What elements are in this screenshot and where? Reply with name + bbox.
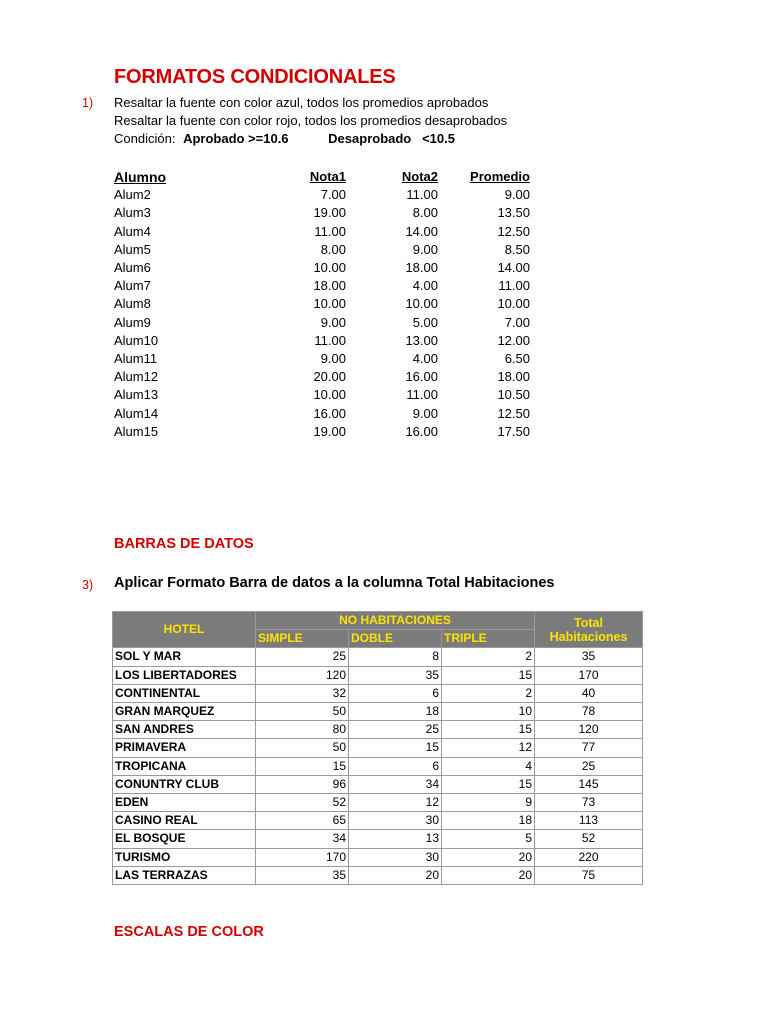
section-3-number: 3)	[82, 578, 94, 592]
simple-cell: 65	[256, 812, 349, 830]
nota1-cell: 9.00	[320, 314, 346, 330]
simple-cell: 34	[256, 830, 349, 848]
simple-cell: 25	[256, 648, 349, 666]
nota1-cell: 10.00	[313, 387, 346, 403]
header-nota2: Nota2	[401, 169, 438, 184]
student-name: Alum4	[114, 223, 151, 239]
header-doble: DOBLE	[349, 630, 442, 648]
triple-cell: 2	[442, 684, 535, 702]
promedio-cell: 14.00	[497, 260, 530, 276]
student-name: Alum8	[114, 296, 151, 312]
header-nota1: Nota1	[309, 169, 346, 184]
triple-cell: 9	[442, 794, 535, 812]
total-cell: 52	[535, 830, 643, 848]
nota1-cell: 19.00	[313, 423, 346, 439]
total-cell: 77	[535, 739, 643, 757]
simple-cell: 80	[256, 721, 349, 739]
hotel-name: CONTINENTAL	[113, 684, 256, 702]
simple-cell: 32	[256, 684, 349, 702]
doble-cell: 8	[349, 648, 442, 666]
hotel-name: GRAN MARQUEZ	[113, 703, 256, 721]
nota1-cell: 20.00	[313, 369, 346, 385]
total-cell: 78	[535, 703, 643, 721]
table-row	[114, 405, 530, 423]
grades-header-row	[114, 168, 530, 186]
promedio-cell: 17.50	[497, 423, 530, 439]
doble-cell: 35	[349, 666, 442, 684]
header-no-habitaciones: NO HABITACIONES	[256, 612, 535, 630]
doble-cell: 6	[349, 684, 442, 702]
promedio-cell: 12.00	[497, 332, 530, 348]
approved-condition: Aprobado >=10.6	[183, 131, 289, 146]
nota1-cell: 19.00	[313, 205, 346, 221]
student-name: Alum3	[114, 205, 151, 221]
doble-cell: 6	[349, 757, 442, 775]
section-1-number: 1)	[82, 96, 94, 110]
doble-cell: 34	[349, 775, 442, 793]
nota2-cell: 14.00	[405, 223, 438, 239]
table-row	[114, 204, 530, 222]
simple-cell: 120	[256, 666, 349, 684]
hotel-name: PRIMAVERA	[113, 739, 256, 757]
header-promedio: Promedio	[470, 169, 530, 184]
table-row	[113, 830, 643, 848]
table-row	[113, 866, 643, 884]
nota2-cell: 10.00	[405, 296, 438, 312]
hotel-name: CASINO REAL	[113, 812, 256, 830]
table-row	[114, 186, 530, 204]
hotel-name: EDEN	[113, 794, 256, 812]
triple-cell: 18	[442, 812, 535, 830]
hotel-name: CONUNTRY CLUB	[113, 775, 256, 793]
student-name: Alum6	[114, 260, 151, 276]
student-name: Alum9	[114, 314, 151, 330]
nota2-cell: 11.00	[406, 387, 438, 403]
promedio-cell: 12.50	[497, 223, 530, 239]
nota2-cell: 18.00	[405, 260, 438, 276]
total-cell: 120	[535, 721, 643, 739]
promedio-cell: 8.50	[504, 241, 530, 257]
total-cell: 145	[535, 775, 643, 793]
nota1-cell: 16.00	[313, 405, 346, 421]
table-row	[114, 241, 530, 259]
promedio-cell: 7.00	[504, 314, 530, 330]
table-row	[113, 757, 643, 775]
doble-cell: 30	[349, 848, 442, 866]
hotel-name: TURISMO	[113, 848, 256, 866]
nota1-cell: 10.00	[313, 260, 346, 276]
table-row	[114, 386, 530, 404]
student-name: Alum12	[114, 369, 159, 385]
total-cell: 25	[535, 757, 643, 775]
table-row	[114, 350, 530, 368]
hotel-name: TROPICANA	[113, 757, 256, 775]
instruction-line-1: Resaltar la fuente con color azul, todos los promedios aprobados	[114, 95, 489, 110]
total-cell: 40	[535, 684, 643, 702]
promedio-cell: 13.50	[497, 205, 530, 221]
total-cell: 73	[535, 794, 643, 812]
promedio-cell: 11.00	[498, 278, 530, 294]
simple-cell: 50	[256, 739, 349, 757]
header-simple: SIMPLE	[256, 630, 349, 648]
student-name: Alum15	[114, 423, 159, 439]
table-row	[113, 684, 643, 702]
promedio-cell: 6.50	[504, 351, 530, 367]
table-row	[113, 794, 643, 812]
triple-cell: 20	[442, 848, 535, 866]
condition-label: Condición:	[114, 131, 176, 146]
instruction-line-2: Resaltar la fuente con color rojo, todos los promedios desaprobados	[114, 113, 508, 128]
nota1-cell: 11.00	[314, 223, 346, 239]
student-name: Alum14	[114, 405, 159, 421]
nota2-cell: 5.00	[412, 314, 438, 330]
nota2-cell: 16.00	[405, 369, 438, 385]
total-cell: 75	[535, 866, 643, 884]
nota1-cell: 7.00	[320, 187, 346, 203]
failed-condition: Desaprobado <10.5	[328, 131, 455, 146]
table-row	[113, 721, 643, 739]
doble-cell: 30	[349, 812, 442, 830]
nota2-cell: 4.00	[412, 278, 438, 294]
promedio-cell: 18.00	[497, 369, 530, 385]
student-name: Alum5	[114, 241, 151, 257]
table-row	[114, 259, 530, 277]
doble-cell: 25	[349, 721, 442, 739]
table-row	[114, 332, 530, 350]
promedio-cell: 10.50	[497, 387, 530, 403]
hotel-name: EL BOSQUE	[113, 830, 256, 848]
triple-cell: 10	[442, 703, 535, 721]
triple-cell: 15	[442, 721, 535, 739]
header-hotel: HOTEL	[113, 612, 256, 648]
grades-table	[114, 168, 530, 441]
nota1-cell: 9.00	[320, 351, 346, 367]
nota2-cell: 8.00	[412, 205, 438, 221]
hotel-table	[112, 611, 643, 885]
table-row	[113, 848, 643, 866]
table-row	[114, 295, 530, 313]
table-row	[113, 739, 643, 757]
student-name: Alum2	[114, 187, 151, 203]
nota2-cell: 4.00	[412, 351, 438, 367]
student-name: Alum10	[114, 332, 159, 348]
hotel-name: SAN ANDRES	[113, 721, 256, 739]
simple-cell: 52	[256, 794, 349, 812]
nota1-cell: 10.00	[313, 296, 346, 312]
escalas-title: ESCALAS DE COLOR	[114, 924, 264, 940]
promedio-cell: 10.00	[497, 296, 530, 312]
table-row	[113, 812, 643, 830]
nota2-cell: 9.00	[412, 405, 438, 421]
nota2-cell: 11.00	[406, 187, 438, 203]
table-row	[114, 223, 530, 241]
barras-title: BARRAS DE DATOS	[114, 536, 254, 552]
nota1-cell: 8.00	[320, 241, 346, 257]
triple-cell: 12	[442, 739, 535, 757]
total-cell: 220	[535, 848, 643, 866]
simple-cell: 35	[256, 866, 349, 884]
table-row	[114, 368, 530, 386]
nota1-cell: 11.00	[314, 332, 346, 348]
simple-cell: 50	[256, 703, 349, 721]
triple-cell: 5	[442, 830, 535, 848]
table-row	[113, 666, 643, 684]
triple-cell: 15	[442, 775, 535, 793]
nota2-cell: 9.00	[412, 241, 438, 257]
simple-cell: 170	[256, 848, 349, 866]
table-row	[114, 314, 530, 332]
simple-cell: 15	[256, 757, 349, 775]
student-name: Alum7	[114, 278, 151, 294]
triple-cell: 20	[442, 866, 535, 884]
nota1-cell: 18.00	[313, 278, 346, 294]
total-cell: 113	[535, 812, 643, 830]
triple-cell: 2	[442, 648, 535, 666]
header-triple: TRIPLE	[442, 630, 535, 648]
triple-cell: 4	[442, 757, 535, 775]
doble-cell: 18	[349, 703, 442, 721]
hotel-name: SOL Y MAR	[113, 648, 256, 666]
doble-cell: 15	[349, 739, 442, 757]
total-cell: 35	[535, 648, 643, 666]
condition-line	[114, 131, 455, 146]
section-3-text: Aplicar Formato Barra de datos a la columna Total Habitaciones	[114, 575, 555, 591]
promedio-cell: 12.50	[497, 405, 530, 421]
doble-cell: 12	[349, 794, 442, 812]
total-cell: 170	[535, 666, 643, 684]
promedio-cell: 9.00	[504, 187, 530, 203]
table-row	[114, 277, 530, 295]
hotel-name: LAS TERRAZAS	[113, 866, 256, 884]
table-row	[113, 703, 643, 721]
nota2-cell: 16.00	[405, 423, 438, 439]
student-name: Alum11	[114, 351, 158, 367]
doble-cell: 13	[349, 830, 442, 848]
table-row	[113, 648, 643, 666]
simple-cell: 96	[256, 775, 349, 793]
page-title: FORMATOS CONDICIONALES	[114, 66, 396, 88]
nota2-cell: 13.00	[405, 332, 438, 348]
doble-cell: 20	[349, 866, 442, 884]
student-name: Alum13	[114, 387, 159, 403]
triple-cell: 15	[442, 666, 535, 684]
table-row	[114, 423, 530, 441]
hotel-name: LOS LIBERTADORES	[113, 666, 256, 684]
header-total-habitaciones: Total Habitaciones	[535, 612, 643, 648]
header-alumno: Alumno	[114, 169, 167, 185]
table-row	[113, 775, 643, 793]
